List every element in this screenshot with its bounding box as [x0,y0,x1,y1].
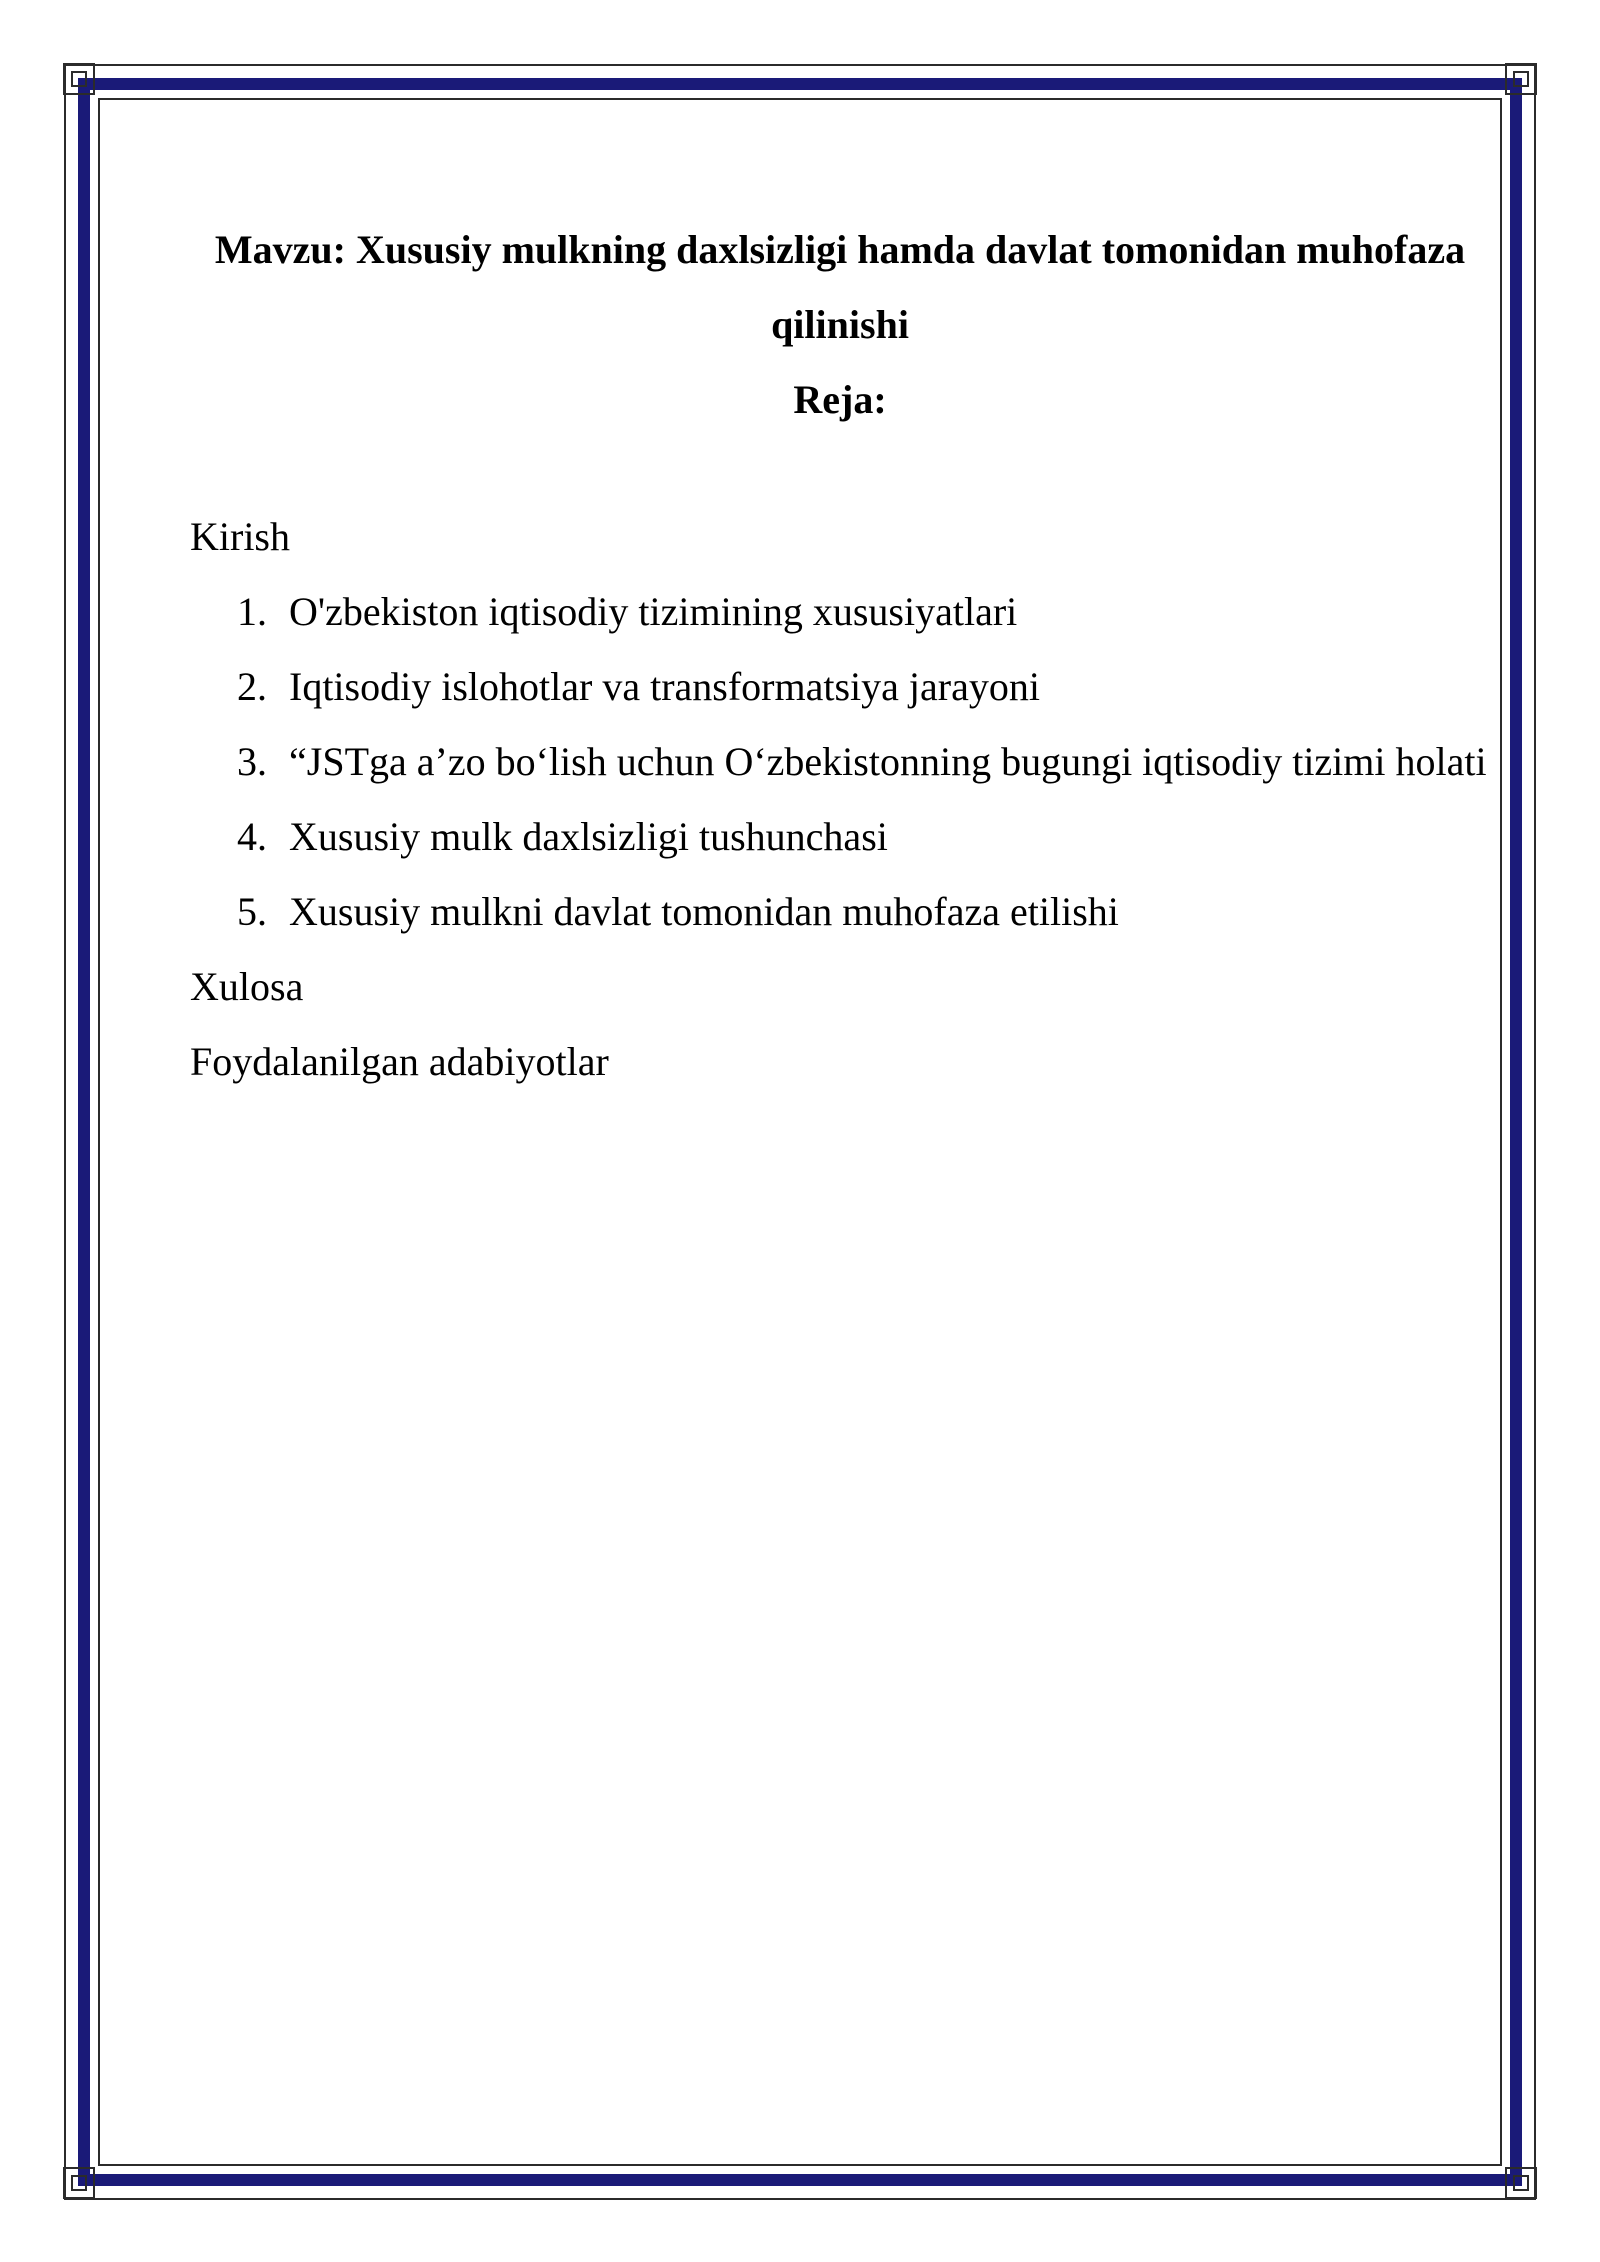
plan-list-item [190,799,1509,874]
document-body [190,212,1490,1099]
border-corner-bottom-left [62,2166,96,2200]
plan-item-number: 4. [237,814,267,859]
conclusion-entry: Xulosa [190,964,304,1009]
plan-item-text: O'zbekiston iqtisodiy tizimining xususiyatlari [289,589,1018,634]
plan-list-item [190,874,1509,949]
plan-heading: Reja: [793,377,887,422]
intro-entry: Kirish [190,514,290,559]
plan-item-text: Xususiy mulk daxlsizligi tushunchasi [289,814,888,859]
plan-item-text: Xususiy mulkni davlat tomonidan muhofaza etilishi [289,889,1119,934]
border-corner-top-right [1504,62,1538,96]
plan-item-number: 1. [237,589,267,634]
references-entry: Foydalanilgan adabiyotlar [190,1039,609,1084]
document-title: Mavzu: Xususiy mulkning daxlsizligi hamda davlat tomonidan muhofaza qilinishi [214,227,1466,347]
plan-list-item [190,574,1509,649]
border-corner-top-left [62,62,96,96]
plan-item-text: Iqtisodiy islohotlar va transformatsiya jarayoni [289,664,1040,709]
plan-item-number: 2. [237,664,267,709]
table-of-contents [190,499,1490,1099]
plan-list-item [190,724,1509,799]
border-corner-bottom-right [1504,2166,1538,2200]
plan-list-item [190,649,1509,724]
plan-item-text: “JSTga a’zo bo‘lish uchun O‘zbekistonning bugungi iqtisodiy tizimi holati [289,739,1487,784]
plan-item-number: 5. [237,889,267,934]
plan-item-number: 3. [237,739,267,784]
plan-list [190,574,1490,949]
